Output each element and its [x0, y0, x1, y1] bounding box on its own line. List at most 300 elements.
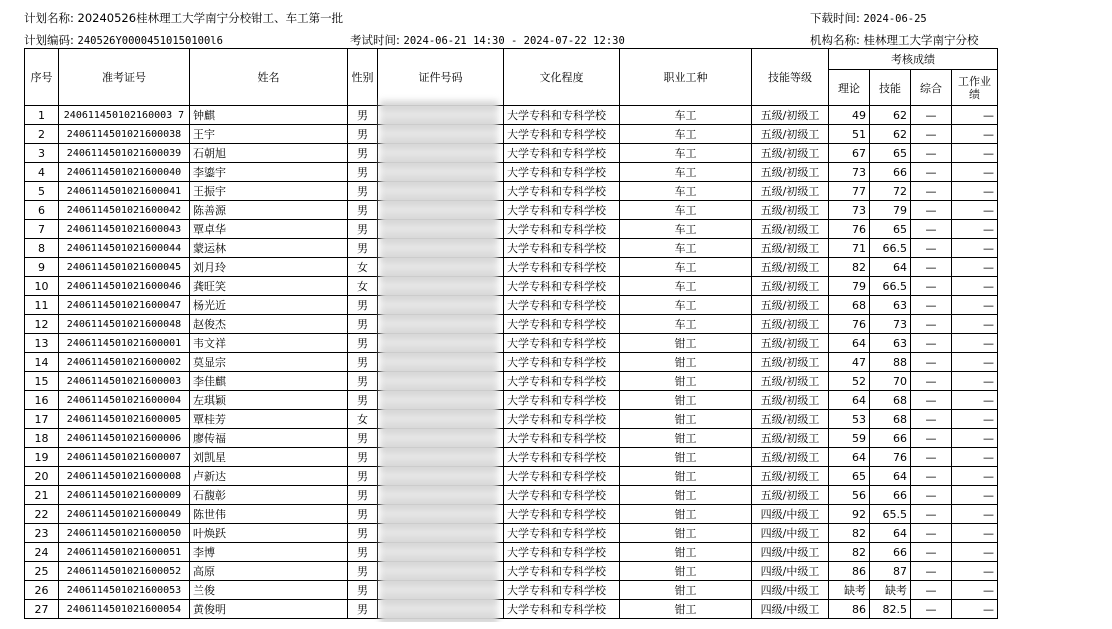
org-name-label: 机构名称:	[810, 33, 860, 47]
cell-overall: —	[911, 163, 952, 182]
cell-seq: 3	[25, 144, 59, 163]
cell-name: 石朝旭	[190, 144, 348, 163]
cell-name: 覃桂芳	[190, 410, 348, 429]
cell-theory: 68	[829, 296, 870, 315]
cell-occupation: 钳工	[620, 372, 752, 391]
cell-seq: 2	[25, 125, 59, 144]
table-row	[25, 467, 998, 486]
cell-level: 五级/初级工	[752, 163, 829, 182]
cell-occupation: 钳工	[620, 505, 752, 524]
cell-name: 韦文祥	[190, 334, 348, 353]
cell-ticket: 2406114501021600052	[59, 562, 190, 581]
cell-education: 大学专科和专科学校	[504, 486, 620, 505]
cell-gender: 男	[348, 353, 378, 372]
cell-gender: 女	[348, 277, 378, 296]
cell-name: 王宇	[190, 125, 348, 144]
table-row	[25, 372, 998, 391]
cell-name: 石馥彰	[190, 486, 348, 505]
plan-code-value: 240526Y00004510150100l6	[77, 35, 223, 47]
cell-gender: 男	[348, 486, 378, 505]
cell-education: 大学专科和专科学校	[504, 391, 620, 410]
cell-level: 五级/初级工	[752, 220, 829, 239]
cell-ticket: 2406114501021600044	[59, 239, 190, 258]
col-education: 文化程度	[504, 49, 620, 106]
cell-gender: 男	[348, 315, 378, 334]
cell-name: 黄俊明	[190, 600, 348, 619]
cell-seq: 10	[25, 277, 59, 296]
cell-gender: 男	[348, 144, 378, 163]
cell-overall: —	[911, 543, 952, 562]
cell-level: 四级/中级工	[752, 505, 829, 524]
plan-name-value: 20240526桂林理工大学南宁分校钳工、车工第一批	[77, 11, 344, 25]
score-table	[24, 48, 998, 619]
cell-ticket: 2406114501021600046	[59, 277, 190, 296]
cell-skill: 76	[870, 448, 911, 467]
cell-gender: 男	[348, 201, 378, 220]
redacted-id-overlay	[380, 100, 498, 625]
cell-work: —	[952, 467, 998, 486]
cell-skill: 64	[870, 258, 911, 277]
cell-level: 五级/初级工	[752, 106, 829, 125]
cell-ticket: 2406114501021600047	[59, 296, 190, 315]
org-name-line	[810, 32, 979, 48]
cell-ticket: 2406114501021600045	[59, 258, 190, 277]
cell-level: 五级/初级工	[752, 391, 829, 410]
cell-work: —	[952, 182, 998, 201]
cell-overall: —	[911, 600, 952, 619]
col-seq: 序号	[25, 49, 59, 106]
cell-theory: 73	[829, 163, 870, 182]
cell-level: 五级/初级工	[752, 334, 829, 353]
cell-name: 廖传福	[190, 429, 348, 448]
cell-skill: 70	[870, 372, 911, 391]
cell-skill: 66	[870, 163, 911, 182]
cell-education: 大学专科和专科学校	[504, 182, 620, 201]
cell-overall: —	[911, 562, 952, 581]
cell-education: 大学专科和专科学校	[504, 543, 620, 562]
cell-level: 五级/初级工	[752, 467, 829, 486]
cell-name: 叶焕跃	[190, 524, 348, 543]
cell-skill: 88	[870, 353, 911, 372]
cell-theory: 51	[829, 125, 870, 144]
cell-theory: 52	[829, 372, 870, 391]
cell-work: —	[952, 448, 998, 467]
cell-theory: 64	[829, 448, 870, 467]
table-row	[25, 258, 998, 277]
cell-occupation: 钳工	[620, 543, 752, 562]
cell-gender: 男	[348, 505, 378, 524]
cell-occupation: 车工	[620, 144, 752, 163]
cell-occupation: 车工	[620, 220, 752, 239]
cell-skill: 68	[870, 391, 911, 410]
cell-education: 大学专科和专科学校	[504, 239, 620, 258]
cell-work: —	[952, 106, 998, 125]
cell-work: —	[952, 410, 998, 429]
cell-occupation: 车工	[620, 201, 752, 220]
cell-theory: 82	[829, 524, 870, 543]
cell-gender: 男	[348, 429, 378, 448]
cell-gender: 女	[348, 410, 378, 429]
table-row	[25, 144, 998, 163]
cell-ticket: 2406114501021600009	[59, 486, 190, 505]
cell-work: —	[952, 277, 998, 296]
cell-gender: 男	[348, 581, 378, 600]
cell-ticket: 2406114501021600006	[59, 429, 190, 448]
cell-overall: —	[911, 353, 952, 372]
cell-seq: 26	[25, 581, 59, 600]
download-time-label: 下载时间:	[810, 11, 860, 25]
table-row	[25, 334, 998, 353]
col-theory: 理论	[829, 70, 870, 106]
cell-ticket: 2406114501021600041	[59, 182, 190, 201]
cell-skill: 63	[870, 334, 911, 353]
col-id-number: 证件号码	[378, 49, 504, 106]
cell-occupation: 车工	[620, 277, 752, 296]
cell-level: 五级/初级工	[752, 429, 829, 448]
cell-ticket: 2406114501021600043	[59, 220, 190, 239]
table-row	[25, 296, 998, 315]
plan-name-line	[24, 10, 343, 26]
cell-name: 兰俊	[190, 581, 348, 600]
cell-education: 大学专科和专科学校	[504, 277, 620, 296]
cell-work: —	[952, 372, 998, 391]
cell-name: 覃卓华	[190, 220, 348, 239]
cell-skill: 66.5	[870, 239, 911, 258]
cell-skill: 缺考	[870, 581, 911, 600]
cell-gender: 男	[348, 562, 378, 581]
cell-level: 五级/初级工	[752, 277, 829, 296]
cell-skill: 65	[870, 144, 911, 163]
cell-skill: 66	[870, 486, 911, 505]
cell-theory: 79	[829, 277, 870, 296]
cell-overall: —	[911, 277, 952, 296]
cell-level: 五级/初级工	[752, 486, 829, 505]
table-row	[25, 600, 998, 619]
cell-gender: 男	[348, 163, 378, 182]
cell-gender: 男	[348, 334, 378, 353]
col-ticket: 准考证号	[59, 49, 190, 106]
exam-time-line	[350, 32, 625, 48]
table-row	[25, 429, 998, 448]
cell-level: 四级/中级工	[752, 562, 829, 581]
cell-name: 卢新达	[190, 467, 348, 486]
cell-theory: 67	[829, 144, 870, 163]
col-name: 姓名	[190, 49, 348, 106]
table-row	[25, 562, 998, 581]
col-scores: 考核成绩	[829, 49, 998, 70]
cell-ticket: 2406114501021600004	[59, 391, 190, 410]
cell-education: 大学专科和专科学校	[504, 524, 620, 543]
cell-ticket: 2406114501021600054	[59, 600, 190, 619]
cell-gender: 男	[348, 106, 378, 125]
cell-level: 五级/初级工	[752, 353, 829, 372]
cell-theory: 82	[829, 543, 870, 562]
cell-gender: 男	[348, 239, 378, 258]
cell-seq: 27	[25, 600, 59, 619]
cell-name: 李鎏宇	[190, 163, 348, 182]
cell-seq: 23	[25, 524, 59, 543]
cell-gender: 男	[348, 296, 378, 315]
cell-work: —	[952, 220, 998, 239]
exam-time-value: 2024-06-21 14:30 - 2024-07-22 12:30	[403, 35, 625, 47]
page-cutoff	[0, 622, 1112, 629]
cell-seq: 12	[25, 315, 59, 334]
cell-skill: 68	[870, 410, 911, 429]
cell-seq: 16	[25, 391, 59, 410]
cell-skill: 73	[870, 315, 911, 334]
cell-ticket: 2406114501021600050	[59, 524, 190, 543]
cell-occupation: 车工	[620, 163, 752, 182]
table-row	[25, 581, 998, 600]
table-row	[25, 106, 998, 125]
cell-name: 李佳麒	[190, 372, 348, 391]
cell-overall: —	[911, 581, 952, 600]
cell-work: —	[952, 524, 998, 543]
exam-time-label: 考试时间:	[350, 33, 400, 47]
cell-theory: 64	[829, 334, 870, 353]
cell-occupation: 钳工	[620, 334, 752, 353]
cell-occupation: 钳工	[620, 448, 752, 467]
cell-ticket: 2406114501021600002	[59, 353, 190, 372]
cell-occupation: 车工	[620, 239, 752, 258]
download-time-line	[810, 10, 927, 26]
cell-work: —	[952, 201, 998, 220]
cell-skill: 66	[870, 429, 911, 448]
cell-work: —	[952, 505, 998, 524]
cell-work: —	[952, 543, 998, 562]
cell-occupation: 钳工	[620, 467, 752, 486]
cell-occupation: 钳工	[620, 600, 752, 619]
cell-education: 大学专科和专科学校	[504, 410, 620, 429]
col-work: 工作业绩	[952, 70, 998, 106]
cell-overall: —	[911, 125, 952, 144]
cell-seq: 22	[25, 505, 59, 524]
cell-education: 大学专科和专科学校	[504, 600, 620, 619]
cell-skill: 63	[870, 296, 911, 315]
cell-work: —	[952, 239, 998, 258]
cell-seq: 13	[25, 334, 59, 353]
cell-education: 大学专科和专科学校	[504, 258, 620, 277]
cell-seq: 8	[25, 239, 59, 258]
cell-ticket: 2406114501021600001	[59, 334, 190, 353]
cell-seq: 19	[25, 448, 59, 467]
cell-skill: 64	[870, 467, 911, 486]
cell-occupation: 车工	[620, 296, 752, 315]
cell-gender: 男	[348, 125, 378, 144]
cell-education: 大学专科和专科学校	[504, 296, 620, 315]
cell-seq: 1	[25, 106, 59, 125]
org-name-value: 桂林理工大学南宁分校	[863, 33, 979, 47]
cell-occupation: 钳工	[620, 486, 752, 505]
cell-work: —	[952, 486, 998, 505]
cell-occupation: 钳工	[620, 391, 752, 410]
cell-work: —	[952, 144, 998, 163]
cell-education: 大学专科和专科学校	[504, 220, 620, 239]
cell-ticket: 2406114501021600005	[59, 410, 190, 429]
cell-ticket: 2406114501021600007	[59, 448, 190, 467]
cell-skill: 66.5	[870, 277, 911, 296]
cell-seq: 4	[25, 163, 59, 182]
table-row	[25, 315, 998, 334]
plan-code-line	[24, 32, 223, 48]
cell-education: 大学专科和专科学校	[504, 315, 620, 334]
cell-theory: 71	[829, 239, 870, 258]
cell-theory: 92	[829, 505, 870, 524]
cell-overall: —	[911, 296, 952, 315]
cell-level: 五级/初级工	[752, 410, 829, 429]
cell-overall: —	[911, 505, 952, 524]
cell-education: 大学专科和专科学校	[504, 144, 620, 163]
cell-seq: 17	[25, 410, 59, 429]
cell-overall: —	[911, 106, 952, 125]
table-row	[25, 182, 998, 201]
cell-name: 刘凯星	[190, 448, 348, 467]
cell-occupation: 车工	[620, 106, 752, 125]
cell-name: 莫显宗	[190, 353, 348, 372]
cell-gender: 男	[348, 524, 378, 543]
cell-seq: 9	[25, 258, 59, 277]
table-row	[25, 505, 998, 524]
cell-overall: —	[911, 201, 952, 220]
cell-seq: 15	[25, 372, 59, 391]
cell-theory: 47	[829, 353, 870, 372]
col-skill: 技能	[870, 70, 911, 106]
cell-seq: 5	[25, 182, 59, 201]
cell-theory: 76	[829, 315, 870, 334]
cell-seq: 6	[25, 201, 59, 220]
cell-seq: 7	[25, 220, 59, 239]
cell-overall: —	[911, 486, 952, 505]
cell-occupation: 钳工	[620, 353, 752, 372]
cell-gender: 男	[348, 182, 378, 201]
cell-overall: —	[911, 258, 952, 277]
cell-name: 陈善源	[190, 201, 348, 220]
cell-theory: 73	[829, 201, 870, 220]
cell-name: 刘月玲	[190, 258, 348, 277]
cell-overall: —	[911, 429, 952, 448]
download-time-value: 2024-06-25	[863, 13, 927, 25]
cell-level: 五级/初级工	[752, 125, 829, 144]
cell-work: —	[952, 353, 998, 372]
cell-theory: 缺考	[829, 581, 870, 600]
col-occupation: 职业工种	[620, 49, 752, 106]
cell-overall: —	[911, 182, 952, 201]
col-level: 技能等级	[752, 49, 829, 106]
cell-gender: 男	[348, 448, 378, 467]
table-row	[25, 486, 998, 505]
cell-level: 五级/初级工	[752, 201, 829, 220]
table-row	[25, 277, 998, 296]
cell-theory: 86	[829, 600, 870, 619]
cell-level: 五级/初级工	[752, 258, 829, 277]
cell-ticket: 2406114501021600053	[59, 581, 190, 600]
cell-seq: 11	[25, 296, 59, 315]
cell-gender: 男	[348, 391, 378, 410]
cell-occupation: 车工	[620, 258, 752, 277]
cell-gender: 女	[348, 258, 378, 277]
cell-name: 龚旺笑	[190, 277, 348, 296]
cell-theory: 82	[829, 258, 870, 277]
cell-theory: 53	[829, 410, 870, 429]
table-row	[25, 201, 998, 220]
cell-ticket: 2406114501021600038	[59, 125, 190, 144]
cell-name: 赵俊杰	[190, 315, 348, 334]
table-row	[25, 353, 998, 372]
col-gender: 性别	[348, 49, 378, 106]
cell-level: 五级/初级工	[752, 144, 829, 163]
cell-education: 大学专科和专科学校	[504, 106, 620, 125]
cell-work: —	[952, 296, 998, 315]
cell-work: —	[952, 600, 998, 619]
cell-ticket: 2406114501021600040	[59, 163, 190, 182]
cell-skill: 62	[870, 125, 911, 144]
cell-skill: 72	[870, 182, 911, 201]
table-row	[25, 410, 998, 429]
cell-overall: —	[911, 391, 952, 410]
cell-overall: —	[911, 144, 952, 163]
cell-ticket: 240611450102160003 7	[59, 106, 190, 125]
cell-seq: 21	[25, 486, 59, 505]
cell-gender: 男	[348, 543, 378, 562]
table-row	[25, 448, 998, 467]
cell-ticket: 2406114501021600048	[59, 315, 190, 334]
cell-gender: 男	[348, 467, 378, 486]
cell-theory: 86	[829, 562, 870, 581]
cell-education: 大学专科和专科学校	[504, 581, 620, 600]
cell-theory: 64	[829, 391, 870, 410]
cell-work: —	[952, 562, 998, 581]
cell-overall: —	[911, 315, 952, 334]
cell-occupation: 钳工	[620, 410, 752, 429]
table-row	[25, 220, 998, 239]
cell-occupation: 钳工	[620, 562, 752, 581]
table-row	[25, 391, 998, 410]
cell-overall: —	[911, 467, 952, 486]
cell-work: —	[952, 334, 998, 353]
cell-theory: 59	[829, 429, 870, 448]
plan-code-label: 计划编码:	[24, 33, 74, 47]
cell-name: 高原	[190, 562, 348, 581]
cell-skill: 82.5	[870, 600, 911, 619]
cell-work: —	[952, 391, 998, 410]
cell-name: 陈世伟	[190, 505, 348, 524]
cell-name: 左琪颖	[190, 391, 348, 410]
cell-name: 李博	[190, 543, 348, 562]
cell-skill: 66	[870, 543, 911, 562]
table-row	[25, 543, 998, 562]
cell-work: —	[952, 315, 998, 334]
cell-occupation: 钳工	[620, 524, 752, 543]
cell-theory: 77	[829, 182, 870, 201]
table-row	[25, 524, 998, 543]
cell-overall: —	[911, 410, 952, 429]
cell-overall: —	[911, 220, 952, 239]
cell-ticket: 2406114501021600051	[59, 543, 190, 562]
cell-level: 五级/初级工	[752, 372, 829, 391]
cell-work: —	[952, 429, 998, 448]
cell-ticket: 2406114501021600008	[59, 467, 190, 486]
cell-seq: 18	[25, 429, 59, 448]
cell-work: —	[952, 258, 998, 277]
cell-occupation: 钳工	[620, 429, 752, 448]
cell-skill: 87	[870, 562, 911, 581]
cell-education: 大学专科和专科学校	[504, 125, 620, 144]
cell-name: 蒙运林	[190, 239, 348, 258]
cell-overall: —	[911, 448, 952, 467]
cell-seq: 20	[25, 467, 59, 486]
cell-education: 大学专科和专科学校	[504, 448, 620, 467]
cell-work: —	[952, 163, 998, 182]
